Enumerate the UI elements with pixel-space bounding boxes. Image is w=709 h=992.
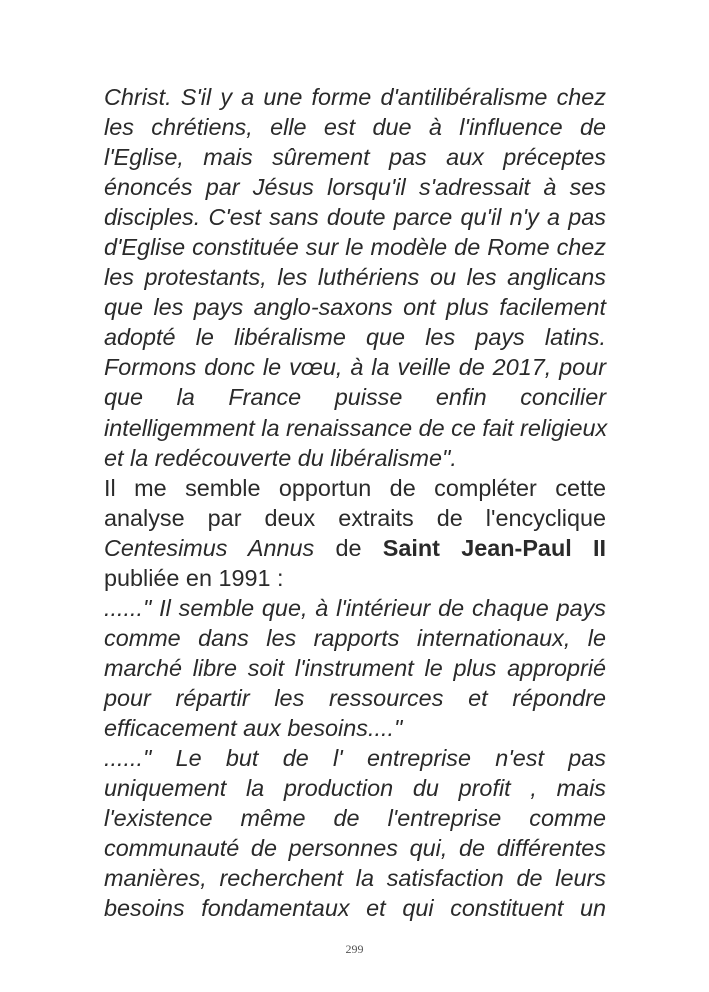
text-line: intelligemment la renaissance de ce fait religieux [104,414,608,441]
text-line: les protestants, les luthériens ou les anglicans [104,264,606,291]
text-line: les chrétiens, elle est due à l'influence de [104,114,606,141]
body-text [104,82,606,923]
quote-line: marché libre soit l'instrument le plus approprié [104,654,606,681]
text-line: Christ. S'il y a une forme d'antilibéralisme chez [104,84,606,110]
quote-line: besoins fondamentaux et qui constituent un [104,895,606,922]
work-title: Centesimus Annus [104,534,315,561]
quote-line: pour répartir les ressources et répondre [104,684,606,711]
text-line: et la redécouverte du libéralisme". [104,444,457,471]
page-number: 299 [345,942,364,956]
text-line: adopté le libéralisme que les pays latins. [104,324,606,351]
author-name: Saint Jean-Paul II [382,534,606,561]
text-line: analyse par deux extraits de l'encyclique [104,504,606,531]
text-line: d'Eglise constituée sur le modèle de Rome chez [104,234,606,261]
text-line: Il me semble opportun de compléter cette [104,474,606,501]
text-line: disciples. C'est sans doute parce qu'il n'y a pas [104,204,606,231]
text-line: l'Eglise, mais sûrement pas aux préceptes [104,144,606,171]
quote-line: l'existence même de l'entreprise comme [104,805,606,832]
quote-line: uniquement la production du profit , mais [104,775,606,802]
text-line: énoncés par Jésus lorsqu'il s'adressait à ses [104,174,606,201]
quote-line: ......" Le but de l' entreprise n'est pas [104,745,606,772]
text-line-citation [104,533,606,563]
quote-line: ......" Il semble que, à l'intérieur de chaque pays [104,594,606,621]
text-line: publiée en 1991 : [104,564,284,591]
quote-line: manières, recherchent la satisfaction de leurs [104,865,606,892]
quote-line: comme dans les rapports internationaux, le [104,624,606,651]
text-line: que la France puisse enfin concilier [104,384,606,411]
connector-word: de [335,534,362,561]
quote-line: efficacement aux besoins...." [104,714,403,741]
quote-line: communauté de personnes qui, de différentes [104,835,606,862]
text-line: que les pays anglo-saxons ont plus facilement [104,294,606,321]
text-line: Formons donc le vœu, à la veille de 2017, pour [104,354,606,381]
